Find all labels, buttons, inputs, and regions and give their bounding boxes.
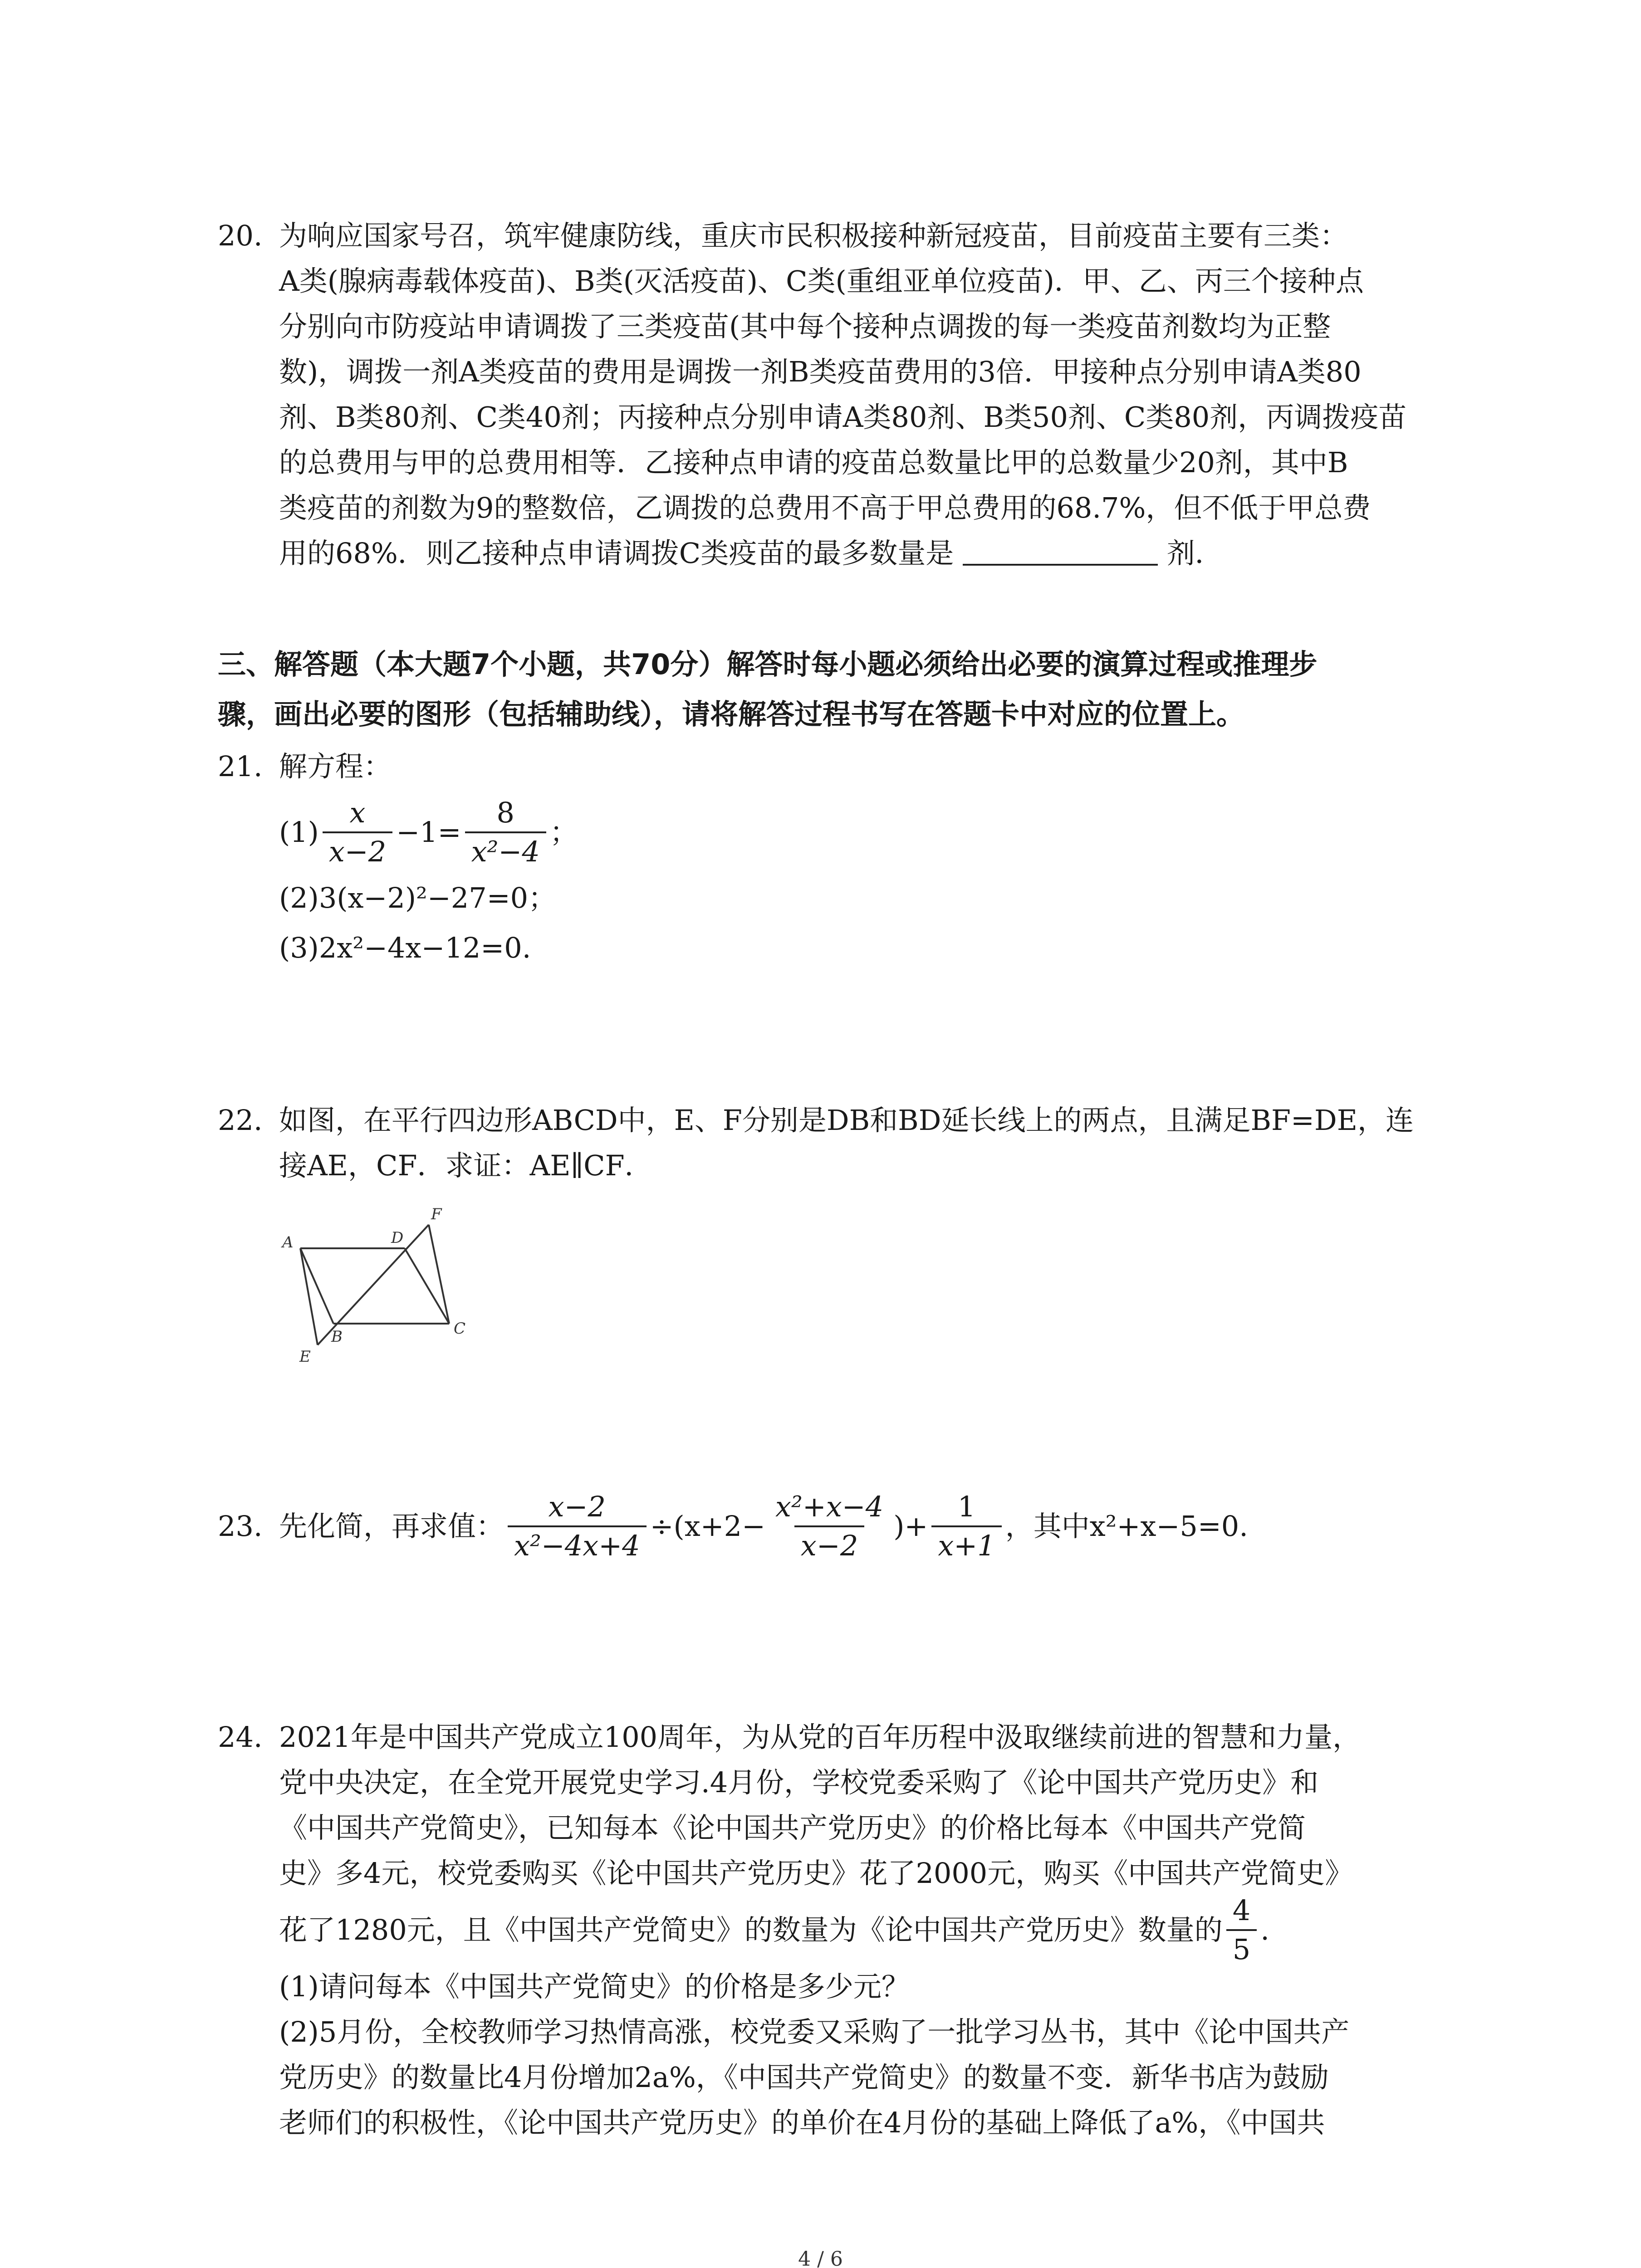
text-line: A类(腺病毒载体疫苗)、B类(灭活疫苗)、C类(重组亚单位疫苗)．甲、乙、丙三个接种点 xyxy=(279,264,1364,298)
sub-question-2-line: 老师们的积极性，《论中国共产党历史》的单价在4月份的基础上降低了a%，《中国共 xyxy=(279,2106,1325,2139)
segment-ba xyxy=(300,1248,333,1324)
sub-question-1: (1)请问每本《中国共产党简史》的价格是多少元？ xyxy=(279,1970,910,2003)
question-number: 24. xyxy=(218,1721,263,1754)
fraction xyxy=(769,1490,890,1562)
label-c: C xyxy=(454,1320,466,1338)
text-line: 类疫苗的剂数为9的整数倍，乙调拨的总费用不高于甲总费用的68.7%，但不低于甲总费 xyxy=(279,491,1371,524)
numerator: x xyxy=(349,796,366,829)
denominator: x²−4 xyxy=(465,831,546,866)
segment-ae xyxy=(300,1248,318,1345)
equation-text: −1= xyxy=(396,816,461,849)
text-line xyxy=(279,531,1452,576)
numerator: 8 xyxy=(496,796,514,829)
label-f: F xyxy=(431,1205,442,1223)
label-e: E xyxy=(299,1348,311,1366)
text-line: 2021年是中国共产党成立100周年，为从党的百年历程中汲取继续前进的智慧和力量， xyxy=(279,1721,1361,1754)
numerator: x−2 xyxy=(548,1490,606,1523)
text-line-with-fraction xyxy=(279,1896,1452,1964)
equation-text: ； xyxy=(549,816,578,849)
label-b: B xyxy=(331,1328,343,1346)
denominator: x²−4x+4 xyxy=(508,1525,647,1560)
text-fragment: 先化简，再求值： xyxy=(279,1510,505,1543)
fraction xyxy=(931,1490,1001,1562)
page-number: 4 / 6 xyxy=(798,2248,843,2268)
fraction xyxy=(465,796,546,868)
equation-label: (1) xyxy=(279,816,319,849)
question-body xyxy=(279,1098,1452,1188)
question-21 xyxy=(218,744,1452,975)
question-number: 21. xyxy=(218,750,263,783)
text-fragment: )+ xyxy=(893,1510,928,1543)
denominator: x−2 xyxy=(794,1525,864,1560)
text-line: 党中央决定，在全党开展党史学习.4月份，学校党委采购了《论中国共产党历史》和 xyxy=(279,1766,1319,1799)
text-fragment: . xyxy=(1260,1913,1269,1946)
label-d: D xyxy=(391,1229,404,1247)
answer-blank[interactable] xyxy=(963,535,1158,566)
question-body xyxy=(279,213,1452,576)
text-line: 接AE，CF．求证：AE∥CF． xyxy=(279,1149,653,1182)
question-body xyxy=(279,1483,1452,1569)
equation-1 xyxy=(279,789,1452,875)
label-a: A xyxy=(282,1233,294,1251)
section-heading-line: 骤，画出必要的图形（包括辅助线），请将解答过程书写在答题卡中对应的位置上。 xyxy=(218,698,1245,731)
question-20 xyxy=(218,213,1452,576)
text-line: 的总费用与甲的总费用相等．乙接种点申请的疫苗总数量比甲的总数量少20剂，其中B xyxy=(279,446,1348,479)
question-body xyxy=(279,744,1452,975)
fraction xyxy=(1226,1894,1257,1966)
segment-cf xyxy=(429,1225,449,1324)
text-fragment: ，其中x²+x−5=0. xyxy=(1005,1510,1248,1543)
fraction xyxy=(323,796,392,868)
text-line: 分别向市防疫站申请调拨了三类疫苗(其中每个接种点调拨的每一类疫苗剂数均为正整 xyxy=(279,310,1331,343)
denominator: x−2 xyxy=(323,831,392,866)
question-23 xyxy=(218,1483,1452,1569)
fraction xyxy=(508,1490,647,1562)
sub-question-2-line: 党历史》的数量比4月份增加2a%，《中国共产党简史》的数量不变．新华书店为鼓励 xyxy=(279,2061,1329,2094)
question-body xyxy=(279,1715,1452,2146)
segment-dc xyxy=(405,1248,449,1324)
numerator: x²+x−4 xyxy=(775,1490,884,1523)
equation-3: (3)2x²−4x−12=0. xyxy=(279,931,531,964)
text-fragment: 用的68%．则乙接种点申请调拨C类疫苗的最多数量是 xyxy=(279,537,954,570)
question-number: 23. xyxy=(218,1510,263,1543)
text-line: 《中国共产党简史》，已知每本《论中国共产党历史》的价格比每本《中国共产党简 xyxy=(279,1811,1306,1844)
denominator: 5 xyxy=(1226,1929,1257,1964)
question-24 xyxy=(218,1715,1452,2146)
text-line: 如图，在平行四边形ABCD中，E、F分别是DB和BD延长线上的两点，且满足BF=DE，连 xyxy=(279,1104,1414,1137)
text-fragment: 剂． xyxy=(1166,537,1223,570)
parallelogram-figure xyxy=(272,1198,508,1370)
text-fragment: 花了1280元，且《中国共产党简史》的数量为《论中国共产党历史》数量的 xyxy=(279,1913,1223,1946)
question-number: 20. xyxy=(218,219,263,252)
text-line: 为响应国家号召，筑牢健康防线，重庆市民积极接种新冠疫苗，目前疫苗主要有三类： xyxy=(279,219,1348,252)
text-fragment: ÷(x+2− xyxy=(650,1510,766,1543)
question-number: 22. xyxy=(218,1104,263,1137)
numerator: 4 xyxy=(1232,1894,1251,1927)
question-22 xyxy=(218,1098,1452,1188)
section-heading xyxy=(218,640,1452,739)
text-line: 解方程： xyxy=(279,750,392,783)
text-line: 数)，调拨一剂A类疫苗的费用是调拨一剂B类疫苗费用的3倍．甲接种点分别申请A类80 xyxy=(279,355,1362,388)
denominator: x+1 xyxy=(931,1525,1001,1560)
sub-question-2-line: (2)5月份，全校教师学习热情高涨，校党委又采购了一批学习丛书，其中《论中国共产 xyxy=(279,2015,1350,2048)
text-line: 剂、B类80剂、C类40剂；丙接种点分别申请A类80剂、B类50剂、C类80剂，丙调拨疫苗 xyxy=(279,401,1407,434)
numerator: 1 xyxy=(957,1490,976,1523)
diagonal-ef xyxy=(318,1225,429,1345)
text-line: 史》多4元，校党委购买《论中国共产党历史》花了2000元，购买《中国共产党简史》 xyxy=(279,1857,1353,1890)
equation-2: (2)3(x−2)²−27=0； xyxy=(279,881,557,914)
section-heading-line: 三、解答题（本大题7个小题，共70分）解答时每小题必须给出必要的演算过程或推理步 xyxy=(218,648,1318,681)
expression xyxy=(279,1483,1452,1569)
